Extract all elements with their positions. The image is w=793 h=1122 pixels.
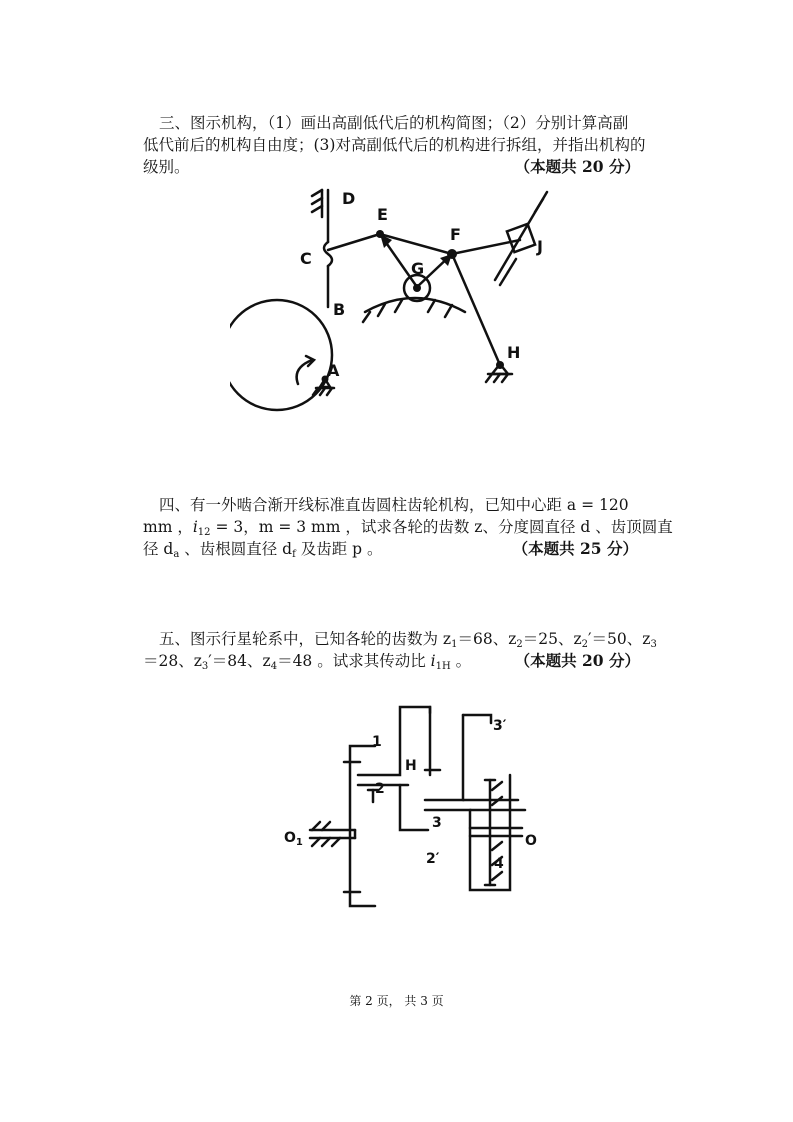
q4-p-text: 及齿距 p 。 <box>295 540 383 558</box>
gear-train-figure <box>280 700 560 930</box>
label-E: E <box>377 205 388 224</box>
q3-line-3-text: 级别。 <box>143 158 190 176</box>
q4-score: （本题共 25 分） <box>512 539 638 558</box>
q4-ratio-sub: 12 <box>197 527 211 538</box>
q5-text-4: ′＝50、z <box>588 630 651 648</box>
q4-line-2-rest: = 3，m = 3 mm ，试求各轮的齿数 z、分度圆直径 d 、齿顶圆直 <box>210 518 673 536</box>
q4-df-text: 、齿根圆直径 d <box>179 540 293 558</box>
gear-label-2: 2 <box>375 781 385 797</box>
question-4 <box>143 494 673 560</box>
q5-text-5: ＝28、z <box>143 652 202 670</box>
q4-da-sub: a <box>173 549 180 560</box>
q3-line-2: 低代前后的机构自由度；(3)对高副低代后的机构进行拆组，并指出机构的 <box>143 136 646 154</box>
q4-line-1: 四、有一外啮合渐开线标准直齿圆柱齿轮机构，已知中心距 a = 120 <box>159 496 629 514</box>
q5-text-2: ＝68、z <box>457 630 517 648</box>
label-C: C <box>300 249 312 268</box>
q5-sub-3: 2 <box>581 639 589 650</box>
gear-label-O1-sub: 1 <box>295 837 303 848</box>
q5-line-2 <box>143 650 668 672</box>
q3-line-3 <box>143 156 668 178</box>
q5-sub-1: 1 <box>451 639 458 650</box>
page-footer: 第 2 页， 共 3 页 <box>349 994 444 1008</box>
q5-sub-4: 3 <box>650 639 657 650</box>
gear-label-O1-main: O <box>284 830 296 846</box>
q4-df-sub: f <box>292 549 296 560</box>
mechanism-figure <box>230 182 570 432</box>
q4-line-2 <box>143 516 673 538</box>
label-H: H <box>507 343 521 362</box>
question-5 <box>143 628 668 672</box>
cam-disc <box>230 300 332 410</box>
q3-line-1: 三、图示机构，（1）画出高副低代后的机构简图；（2）分别计算高副 <box>159 114 629 132</box>
q4-line-3 <box>143 538 668 560</box>
gear-label-4: 4 <box>494 856 504 872</box>
gear-label-3: 3 <box>432 815 442 831</box>
q5-score: （本题共 20 分） <box>514 651 640 670</box>
label-G: G <box>411 259 425 278</box>
q5-ratio-symbol: i <box>430 652 436 670</box>
q5-text-3: ＝25、z <box>522 630 582 648</box>
label-D: D <box>342 189 356 208</box>
gear-label-O1 <box>284 830 303 848</box>
q5-sub-6: 4 <box>270 661 278 672</box>
q5-text-7: ＝48 。试求其传动比 <box>277 652 431 670</box>
q4-da-text: 径 d <box>143 540 174 558</box>
gear-label-3-prime: 3′ <box>493 718 507 734</box>
gear-label-1: 1 <box>372 734 382 750</box>
q5-sub-5: 3 <box>201 661 209 672</box>
q5-ratio-sub: 1H <box>435 661 451 672</box>
label-F: F <box>450 225 461 244</box>
label-B: B <box>333 300 346 319</box>
label-A: A <box>327 361 340 380</box>
label-J: J <box>537 237 543 256</box>
q5-sub-2: 2 <box>516 639 523 650</box>
q5-text-1: 五、图示行星轮系中，已知各轮的齿数为 z <box>159 630 452 648</box>
q5-text-6: ′＝84、z <box>208 652 271 670</box>
gear-label-2-prime: 2′ <box>426 851 440 867</box>
q5-line-1 <box>143 628 668 650</box>
question-3 <box>143 112 668 178</box>
gear-label-O: O <box>525 833 537 849</box>
q4-ratio-symbol: i <box>192 518 198 536</box>
q5-text-8: 。 <box>450 652 472 670</box>
q4-mm: mm ， <box>143 518 193 536</box>
gear-label-H: H <box>405 758 417 774</box>
q3-score: （本题共 20 分） <box>514 157 640 176</box>
